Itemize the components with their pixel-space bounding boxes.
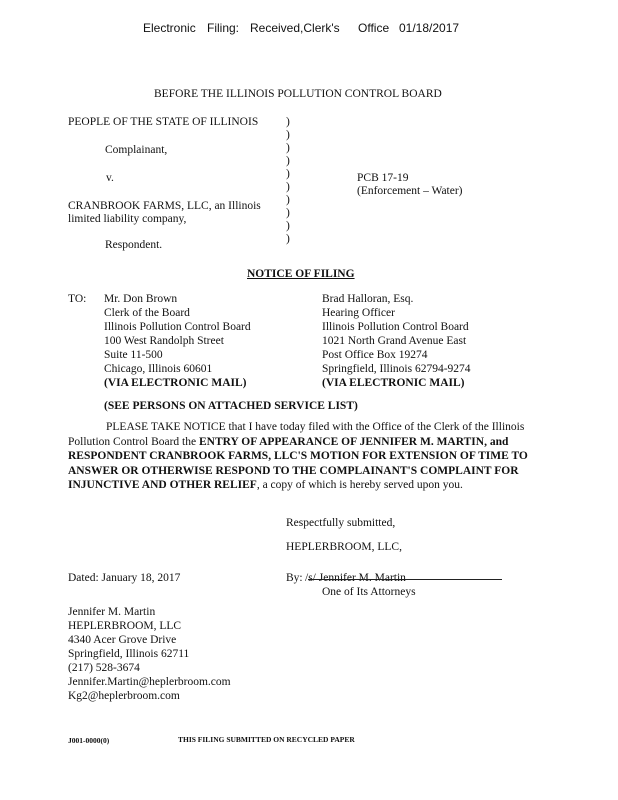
respectfully-submitted: Respectfully submitted, [286,517,396,529]
caption-defendant-line1: CRANBROOK FARMS, LLC, an Illinois [68,200,261,212]
court-title: BEFORE THE ILLINOIS POLLUTION CONTROL BOARD [154,88,442,100]
recipient-line: Springfield, Illinois 62794-9274 [322,363,471,375]
attorney-firm: HEPLERBROOM, LLC [68,620,182,632]
document-id: J001-0000(0) [68,736,110,745]
paren: ) [286,168,290,180]
firm-name: HEPLERBROOM, LLC, [286,541,402,553]
caption-respondent: Respondent. [105,239,163,251]
attorney-phone: (217) 528-3674 [68,662,140,674]
recipient-hearing-officer [322,292,471,390]
caption-complainant: Complainant, [105,144,168,156]
recipient-line: Mr. Don Brown [104,293,178,305]
notice-title: NOTICE OF FILING [247,268,355,280]
attorney-email: Jennifer.Martin@heplerbroom.com [68,676,231,688]
service-list-note: (SEE PERSONS ON ATTACHED SERVICE LIST) [104,400,358,412]
paren: ) [286,233,290,245]
paren: ) [286,142,290,154]
paren: ) [286,129,290,141]
recipient-clerk [104,292,251,390]
electronic-signature: /s/ Jennifer M. Martin [305,572,406,584]
case-number: PCB 17-19 [357,172,409,184]
stamp-filing: Filing: [207,21,240,35]
attorney-street: 4340 Acer Grove Drive [68,634,177,646]
recipient-line: Post Office Box 19274 [322,349,428,361]
stamp-received: Received,Clerk's [250,21,340,35]
recipient-line: Chicago, Illinois 60601 [104,363,213,375]
recipient-line: Illinois Pollution Control Board [104,321,251,333]
attorney-contact-block [68,605,231,703]
paren: ) [286,181,290,193]
paren: ) [286,194,290,206]
attorneys-caption: One of Its Attorneys [322,586,416,598]
signature-line [308,579,502,580]
caption-defendant-line2: limited liability company, [68,213,187,225]
to-label: TO: [68,293,87,305]
recipient-line: Hearing Officer [322,307,395,319]
recipient-line: 100 West Randolph Street [104,335,224,347]
attorney-name: Jennifer M. Martin [68,606,156,618]
stamp-office: Office [358,21,390,35]
paren: ) [286,116,290,128]
by-label: By: [286,572,303,584]
recipient-line: Illinois Pollution Control Board [322,321,469,333]
case-type: (Enforcement – Water) [357,185,463,197]
attorney-email-secondary: Kg2@heplerbroom.com [68,690,180,702]
paren: ) [286,220,290,232]
body-filed-documents: ENTRY OF APPEARANCE OF JENNIFER M. MARTIN, and RESPONDENT CRANBROOK FARMS, LLC'S MOTION FOR EXTENSION OF TIME TO ANSWER OR OTHERWISE RESPOND TO THE COMPLAINANT'S COMPLAINT FOR INJUNCTIVE AND OTHER RELIEF [68,435,528,492]
attorney-city: Springfield, Illinois 62711 [68,648,190,660]
caption-plaintiff: PEOPLE OF THE STATE OF ILLINOIS [68,116,259,128]
stamp-electronic: Electronic [143,21,196,35]
recipient-delivery-method: (VIA ELECTRONIC MAIL) [322,377,465,389]
paren: ) [286,155,290,167]
dated-line: Dated: January 18, 2017 [68,572,181,584]
body-text: , a copy of which is hereby served upon you. [256,479,463,492]
recipient-line: 1021 North Grand Avenue East [322,335,467,347]
recipient-line: Clerk of the Board [104,307,190,319]
recipient-line: Suite 11-500 [104,349,163,361]
recipient-delivery-method: (VIA ELECTRONIC MAIL) [104,377,247,389]
caption-versus: v. [106,172,114,184]
body-text: PLEASE TAKE NOTICE that I have today filed with the Office of the Clerk of the Illinois Pollution Control Board the [68,421,525,448]
recipient-line: Brad Halloran, Esq. [322,293,414,305]
notice-body-paragraph [68,420,536,493]
stamp-date: 01/18/2017 [399,21,460,35]
recycled-paper-note: THIS FILING SUBMITTED ON RECYCLED PAPER [178,735,355,744]
paren: ) [286,207,290,219]
